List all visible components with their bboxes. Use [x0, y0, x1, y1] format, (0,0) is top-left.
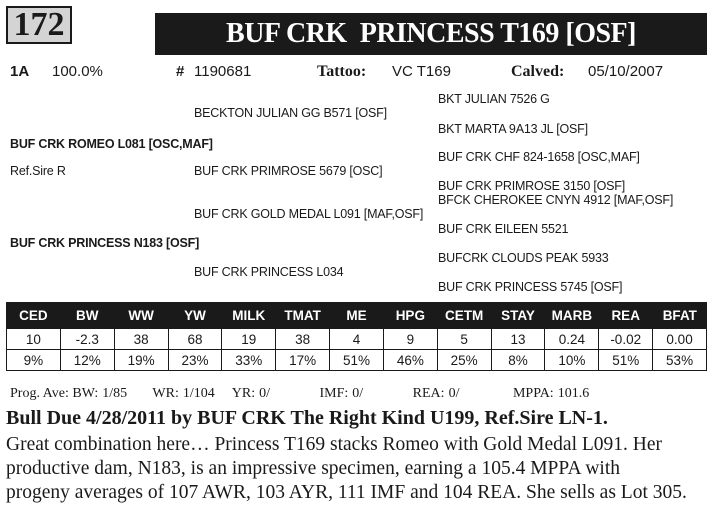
- epd-percentile: 9%: [7, 350, 61, 371]
- epd-value: 38: [114, 329, 168, 350]
- pedigree-sire-ref: Ref.Sire R: [10, 164, 66, 178]
- epd-value: -2.3: [60, 329, 114, 350]
- epd-header: BFAT: [653, 302, 707, 329]
- epd-header: BW: [60, 302, 114, 329]
- pedigree-sire-sire: BECKTON JULIAN GG B571 [OSF]: [194, 106, 387, 120]
- prog-bw-label: Prog. Ave: BW:: [10, 386, 99, 401]
- pedigree-dam-dam: BUF CRK PRINCESS L034: [194, 265, 344, 279]
- epd-percentile: 51%: [330, 350, 384, 371]
- epd-value: -0.02: [599, 329, 653, 350]
- pedigree-dam: BUF CRK PRINCESS N183 [OSF]: [10, 236, 200, 250]
- epd-table: [6, 302, 707, 371]
- epd-value: 9: [383, 329, 437, 350]
- epd-header: ME: [330, 302, 384, 329]
- epd-header: MILK: [222, 302, 276, 329]
- progeny-averages: [10, 386, 593, 402]
- epd-percentile: 10%: [545, 350, 599, 371]
- epd-value: 5: [437, 329, 491, 350]
- epd-percentile: 12%: [60, 350, 114, 371]
- epd-value: 19: [222, 329, 276, 350]
- epd-percentile-row: [7, 350, 707, 371]
- epd-percentile: 17%: [276, 350, 330, 371]
- prog-yr: 0/: [259, 386, 270, 401]
- epd-percentile: 19%: [114, 350, 168, 371]
- pedigree-dsd: BUF CRK EILEEN 5521: [438, 222, 569, 236]
- epd-header: MARB: [545, 302, 599, 329]
- reg-label: #: [176, 63, 185, 80]
- calved-label: Calved:: [511, 63, 565, 80]
- calved-date: 05/10/2007: [588, 63, 664, 80]
- reg-number: 1190681: [194, 63, 252, 80]
- pedigree-sds: BUF CRK CHF 824-1658 [OSC,MAF]: [438, 150, 640, 164]
- pedigree-dam-sire: BUF CRK GOLD MEDAL L091 [MAF,OSF]: [194, 207, 424, 221]
- pedigree-sire: BUF CRK ROMEO L081 [OSC,MAF]: [10, 137, 213, 151]
- grade: 1A: [10, 63, 30, 80]
- pedigree-dds: BUFCRK CLOUDS PEAK 5933: [438, 251, 609, 265]
- prog-imf: 0/: [352, 386, 364, 401]
- epd-percentile: 51%: [599, 350, 653, 371]
- percent: 100.0%: [52, 63, 103, 80]
- pedigree-sss: BKT JULIAN 7526 G: [438, 92, 550, 106]
- description-line: Great combination here… Princess T169 stacks Romeo with Gold Medal L091. Her: [6, 434, 663, 455]
- epd-value: 10: [7, 329, 61, 350]
- epd-value: 68: [168, 329, 222, 350]
- prog-wr: 1/104: [182, 386, 215, 401]
- epd-value: 13: [491, 329, 545, 350]
- epd-percentile: 8%: [491, 350, 545, 371]
- epd-percentile: 33%: [222, 350, 276, 371]
- epd-header: YW: [168, 302, 222, 329]
- pedigree-ssd: BKT MARTA 9A13 JL [OSF]: [438, 122, 588, 136]
- prog-wr-label: WR:: [152, 386, 179, 401]
- pedigree-ddd: BUF CRK PRINCESS 5745 [OSF]: [438, 280, 623, 294]
- epd-value: 0.24: [545, 329, 599, 350]
- prog-mppa: 101.6: [557, 386, 590, 401]
- epd-value: 4: [330, 329, 384, 350]
- description: [6, 433, 711, 505]
- pedigree-sdd: BUF CRK PRIMROSE 3150 [OSF]: [438, 179, 626, 193]
- epd-percentile: 53%: [653, 350, 707, 371]
- description-line: progeny averages of 107 AWR, 103 AYR, 111 IMF and 104 REA. She sells as Lot 305.: [6, 482, 687, 503]
- animal-name-header: [155, 13, 707, 55]
- epd-percentile: 46%: [383, 350, 437, 371]
- epd-value-row: [7, 329, 707, 350]
- epd-value: 0.00: [653, 329, 707, 350]
- epd-percentile: 23%: [168, 350, 222, 371]
- prog-rea-label: REA:: [412, 386, 445, 401]
- tattoo-label: Tattoo:: [317, 63, 367, 80]
- prog-yr-label: YR:: [231, 386, 256, 401]
- pedigree-sire-dam: BUF CRK PRIMROSE 5679 [OSC]: [194, 164, 383, 178]
- prog-mppa-label: MPPA:: [512, 386, 554, 401]
- epd-header: STAY: [491, 302, 545, 329]
- pedigree-dss: BFCK CHEROKEE CNYN 4912 [MAF,OSF]: [438, 193, 674, 207]
- prog-rea: 0/: [448, 386, 460, 401]
- description-line: productive dam, N183, is an impressive specimen, earning a 105.4 MPPA with: [6, 458, 620, 479]
- epd-header: TMAT: [276, 302, 330, 329]
- epd-header: WW: [114, 302, 168, 329]
- epd-value: 38: [276, 329, 330, 350]
- animal-name: BUF CRK PRINCESS T169 [OSF]: [226, 18, 636, 49]
- tattoo-value: VC T169: [392, 63, 451, 80]
- epd-header-row: [7, 302, 707, 329]
- lot-number: 172: [6, 6, 72, 44]
- epd-percentile: 25%: [437, 350, 491, 371]
- bull-due-line: Bull Due 4/28/2011 by BUF CRK The Right Kind U199, Ref.Sire LN-1.: [6, 407, 608, 429]
- epd-header: REA: [599, 302, 653, 329]
- prog-bw: 1/85: [102, 386, 128, 401]
- epd-header: CETM: [437, 302, 491, 329]
- epd-header: CED: [7, 302, 61, 329]
- prog-imf-label: IMF:: [319, 386, 349, 401]
- epd-header: HPG: [383, 302, 437, 329]
